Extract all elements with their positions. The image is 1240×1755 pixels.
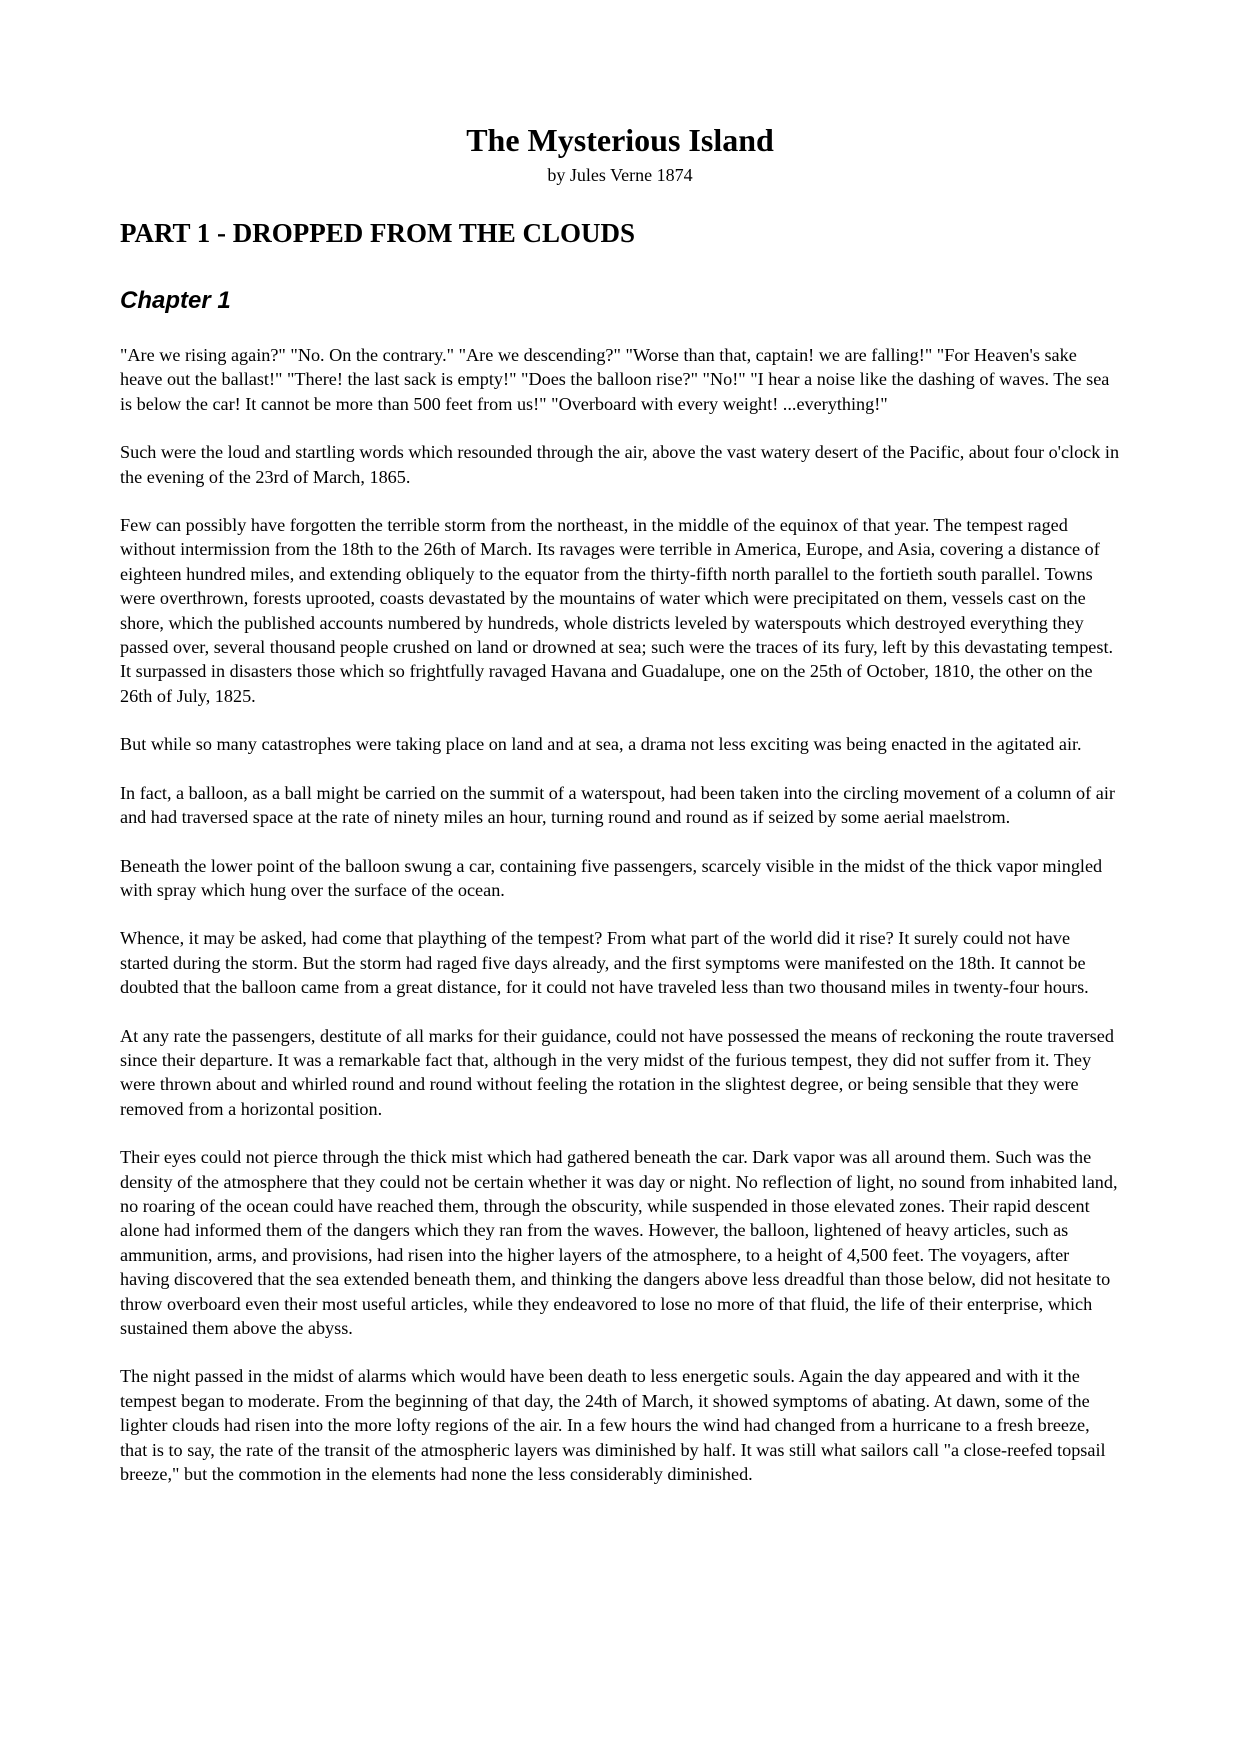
paragraph: Their eyes could not pierce through the thick mist which had gathered beneath the car. Dark vapor was all around them. Such was the density of the atmosphere that they could not be certain whether it was day or night. No reflection of light, no sound from inhabited land, no roaring of the ocean could have reached them, through the obscurity, while suspended in those elevated zones. Their rapid descent alone had informed them of the dangers which they ran from the waves. However, the balloon, lightened of heavy articles, such as ammunition, arms, and provisions, had risen into the higher layers of the atmosphere, to a height of 4,500 feet. The voyagers, after having discovered that the sea extended beneath them, and thinking the dangers above less dreadful than those below, did not hesitate to throw overboard even their most useful articles, while they endeavored to lose no more of that fluid, the life of their enterprise, which sustained them above the abyss. [120,1147,1118,1338]
paragraph: At any rate the passengers, destitute of all marks for their guidance, could not have possessed the means of reckoning the route traversed since their departure. It was a remarkable fact that, although in the very midst of the furious tempest, they did not suffer from it. They were thrown about and whirled round and round without feeling the rotation in the slightest degree, or being sensible that they were removed from a horizontal position. [120,1025,1114,1119]
paragraph: But while so many catastrophes were taking place on land and at sea, a drama not less exciting was being enacted in the agitated air. [120,734,1082,755]
paragraph: "Are we rising again?" "No. On the contrary." "Are we descending?" "Worse than that, captain! we are falling!" "For Heaven's sake heave out the ballast!" "There! the last sack is empty!" "Does the balloon rise?" "No!" "I hear a noise like the dashing of waves. The sea is below the car! It cannot be more than 500 feet from us!" "Overboard with every weight! ...everything!" [120,345,1110,414]
chapter-heading: Chapter 1 [120,287,231,314]
paragraph: Such were the loud and startling words which resounded through the air, above the vast watery desert of the Pacific, about four o'clock in the evening of the 23rd of March, 1865. [120,442,1120,487]
paragraph: In fact, a balloon, as a ball might be carried on the summit of a waterspout, had been taken into the circling movement of a column of air and had traversed space at the rate of ninety miles an hour, turning round and round as if seized by some aerial maelstrom. [120,782,1115,828]
book-title: The Mysterious Island [466,122,774,158]
part-heading: PART 1 - DROPPED FROM THE CLOUDS [120,218,636,248]
chapter-body [120,343,1120,1486]
paragraph: Few can possibly have forgotten the terrible storm from the northeast, in the middle of the equinox of that year. The tempest raged without intermission from the 18th to the 26th of March. Its ravages were terrible in America, Europe, and Asia, covering a distance of eighteen hundred miles, and extending obliquely to the equator from the thirty-fifth north parallel to the fortieth south parallel. Towns were overthrown, forests uprooted, coasts devastated by the mountains of water which were precipitated on them, vessels cast on the shore, which the published accounts numbered by hundreds, whole districts leveled by waterspouts which destroyed everything they passed over, several thousand people crushed on land or drowned at sea; such were the traces of its fury, left by this devastating tempest. It surpassed in disasters those which so frightfully ravaged Havana and Guadalupe, one on the 25th of October, 1810, the other on the 26th of July, 1825. [120,515,1114,706]
book-byline: by Jules Verne 1874 [547,165,693,185]
paragraph: The night passed in the midst of alarms which would have been death to less energetic souls. Again the day appeared and with it the tempest began to moderate. From the beginning of that day, the 24th of March, it showed symptoms of abating. At dawn, some of the lighter clouds had risen into the more lofty regions of the air. In a few hours the wind had changed from a hurricane to a fresh breeze, that is to say, the rate of the transit of the atmospheric layers was diminished by half. It was still what sailors call "a close-reefed topsail breeze," but the commotion in the elements had none the less considerably diminished. [120,1366,1106,1485]
paragraph: Beneath the lower point of the balloon swung a car, containing five passengers, scarcely visible in the midst of the thick vapor mingled with spray which hung over the surface of the ocean. [120,855,1103,900]
paragraph: Whence, it may be asked, had come that plaything of the tempest? From what part of the world did it rise? It surely could not have started during the storm. But the storm had raged five days already, and the first symptoms were manifested on the 18th. It cannot be doubted that the balloon came from a great distance, for it could not have traveled less than two thousand miles in twenty-four hours. [120,928,1089,998]
